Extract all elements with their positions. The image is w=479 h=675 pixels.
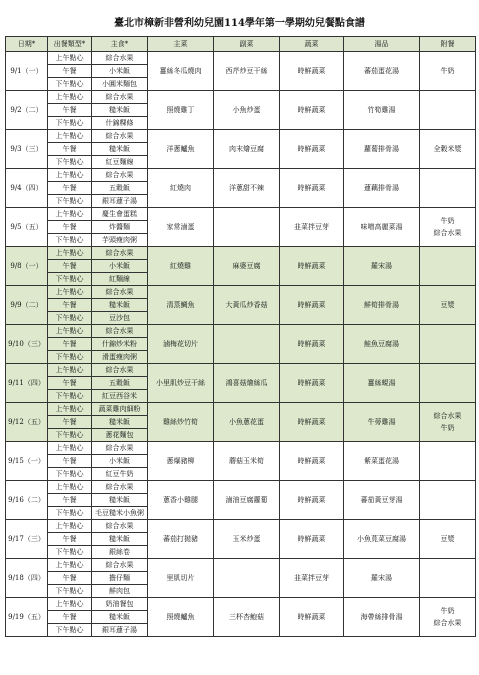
staple-cell: 滑蛋瘦肉粥 [92, 351, 148, 364]
side-cell [214, 208, 280, 247]
staple-cell: 綜合水果 [92, 325, 148, 338]
extra-item: 綜合水果 [433, 412, 462, 420]
staple-cell: 紅豆麵線 [92, 156, 148, 169]
table-row [6, 442, 476, 455]
staple-cell: 擔仔麵 [92, 572, 148, 585]
table-row [6, 364, 476, 377]
staple-cell: 什錦粿條 [92, 117, 148, 130]
date-cell: 9/8（一） [6, 247, 48, 286]
date-cell: 9/15（一） [6, 442, 48, 481]
veg-cell: 時鮮蔬菜 [280, 403, 344, 442]
table-row [6, 325, 476, 338]
veg-cell: 時鮮蔬菜 [280, 325, 344, 364]
staple-cell: 五穀飯 [92, 377, 148, 390]
side-cell: 大黃瓜炒香菇 [214, 286, 280, 325]
staple-cell: 紅豆牛奶 [92, 468, 148, 481]
staple-cell: 銀耳蓮子湯 [92, 195, 148, 208]
veg-cell: 韭菜拌豆芽 [280, 559, 344, 598]
staple-cell: 小米飯 [92, 65, 148, 78]
table-row [6, 559, 476, 572]
header-date: 日期* [6, 37, 48, 52]
soup-cell: 竹筍雞湯 [344, 91, 420, 130]
staple-cell: 慶生會蛋糕 [92, 208, 148, 221]
staple-cell: 小米飯 [92, 260, 148, 273]
meal-type-cell: 上午點心 [48, 91, 92, 104]
header-staple: 主食* [92, 37, 148, 52]
side-cell: 洋蔥甜不辣 [214, 169, 280, 208]
meal-type-cell: 上午點心 [48, 442, 92, 455]
extra-cell [420, 169, 476, 208]
extra-cell [420, 247, 476, 286]
staple-cell: 紅豆西谷米 [92, 390, 148, 403]
meal-type-cell: 下午點心 [48, 234, 92, 247]
staple-cell: 鮮肉包 [92, 585, 148, 598]
meal-type-cell: 午餐 [48, 533, 92, 546]
staple-cell: 小米飯 [92, 455, 148, 468]
meal-type-cell: 上午點心 [48, 208, 92, 221]
main-cell: 蔥香小雞腿 [148, 481, 214, 520]
soup-cell: 牛蒡雞湯 [344, 403, 420, 442]
meal-type-cell: 下午點心 [48, 507, 92, 520]
soup-cell: 蘿蔔排骨湯 [344, 130, 420, 169]
staple-cell: 綜合水果 [92, 559, 148, 572]
meal-type-cell: 下午點心 [48, 468, 92, 481]
meal-type-cell: 下午點心 [48, 117, 92, 130]
table-row [6, 247, 476, 260]
soup-cell: 蓮藕排骨湯 [344, 169, 420, 208]
header-vegetable: 蔬菜 [280, 37, 344, 52]
header-soup: 湯品 [344, 37, 420, 52]
meal-type-cell: 下午點心 [48, 156, 92, 169]
extra-item: 豆漿 [440, 535, 455, 543]
table-row [6, 403, 476, 416]
extra-cell [420, 325, 476, 364]
veg-cell: 時鮮蔬菜 [280, 481, 344, 520]
meal-type-cell: 下午點心 [48, 624, 92, 637]
staple-cell: 芋頭瘦肉粥 [92, 234, 148, 247]
staple-cell: 綜合水果 [92, 247, 148, 260]
staple-cell: 綜合水果 [92, 481, 148, 494]
staple-cell: 糙米飯 [92, 104, 148, 117]
date-cell: 9/19（五） [6, 598, 48, 637]
extra-cell [420, 442, 476, 481]
veg-cell: 時鮮蔬菜 [280, 286, 344, 325]
soup-cell: 羅宋湯 [344, 559, 420, 598]
soup-cell: 鮭魚豆腐湯 [344, 325, 420, 364]
table-row [6, 169, 476, 182]
header-row [6, 37, 476, 52]
date-cell: 9/17（三） [6, 520, 48, 559]
veg-cell: 時鮮蔬菜 [280, 247, 344, 286]
staple-cell: 綜合水果 [92, 52, 148, 65]
date-cell: 9/12（五） [6, 403, 48, 442]
side-cell: 麻婆豆腐 [214, 247, 280, 286]
staple-cell: 綜合水果 [92, 130, 148, 143]
staple-cell: 銀絲卷 [92, 546, 148, 559]
main-cell: 紅燒肉 [148, 169, 214, 208]
menu-body [6, 52, 476, 637]
meal-type-cell: 上午點心 [48, 364, 92, 377]
side-cell: 三杯杏鮑菇 [214, 598, 280, 637]
side-cell: 小魚炒蛋 [214, 91, 280, 130]
soup-cell: 小魚莧菜豆腐湯 [344, 520, 420, 559]
meal-type-cell: 午餐 [48, 494, 92, 507]
main-cell: 小里肌炒豆干絲 [148, 364, 214, 403]
side-cell: 玉米炒蛋 [214, 520, 280, 559]
menu-table [5, 36, 476, 637]
soup-cell: 蕃茄黃豆芽湯 [344, 481, 420, 520]
extra-item: 牛奶 [440, 607, 455, 615]
meal-type-cell: 下午點心 [48, 429, 92, 442]
table-row [6, 208, 476, 221]
veg-cell: 時鮮蔬菜 [280, 169, 344, 208]
staple-cell: 銀耳蓮子湯 [92, 624, 148, 637]
table-row [6, 52, 476, 65]
staple-cell: 糙米飯 [92, 533, 148, 546]
staple-cell: 奶油餐包 [92, 598, 148, 611]
soup-cell: 海帶絲排骨湯 [344, 598, 420, 637]
meal-type-cell: 午餐 [48, 65, 92, 78]
table-row [6, 598, 476, 611]
extra-cell [420, 364, 476, 403]
meal-type-cell: 午餐 [48, 104, 92, 117]
meal-type-cell: 午餐 [48, 338, 92, 351]
meal-type-cell: 午餐 [48, 143, 92, 156]
meal-type-cell: 上午點心 [48, 286, 92, 299]
staple-cell: 綜合水果 [92, 364, 148, 377]
table-row [6, 286, 476, 299]
meal-type-cell: 下午點心 [48, 585, 92, 598]
staple-cell: 蔬菜雞肉細粉 [92, 403, 148, 416]
meal-type-cell: 上午點心 [48, 598, 92, 611]
staple-cell: 糙米飯 [92, 416, 148, 429]
date-cell: 9/11（四） [6, 364, 48, 403]
meal-type-cell: 午餐 [48, 455, 92, 468]
side-cell: 小魚蔥花蛋 [214, 403, 280, 442]
main-cell: 家常滷蛋 [148, 208, 214, 247]
header-meal-type: 出餐類型* [48, 37, 92, 52]
meal-type-cell: 下午點心 [48, 273, 92, 286]
soup-cell: 味噌高麗菜湯 [344, 208, 420, 247]
extra-cell [420, 208, 476, 247]
extra-item: 綜合水果 [433, 619, 462, 627]
date-cell: 9/16（二） [6, 481, 48, 520]
soup-cell: 薑絲蜆湯 [344, 364, 420, 403]
main-cell: 照燒雞丁 [148, 91, 214, 130]
date-cell: 9/5（五） [6, 208, 48, 247]
meal-type-cell: 下午點心 [48, 195, 92, 208]
meal-type-cell: 下午點心 [48, 390, 92, 403]
meal-type-cell: 下午點心 [48, 351, 92, 364]
main-cell: 清蒸鯛魚 [148, 286, 214, 325]
veg-cell: 時鮮蔬菜 [280, 364, 344, 403]
side-cell [214, 559, 280, 598]
meal-type-cell: 下午點心 [48, 546, 92, 559]
meal-type-cell: 上午點心 [48, 169, 92, 182]
table-row [6, 520, 476, 533]
extra-item: 全穀米漿 [433, 145, 462, 153]
meal-type-cell: 下午點心 [48, 312, 92, 325]
meal-type-cell: 下午點心 [48, 78, 92, 91]
table-row [6, 130, 476, 143]
main-cell: 薑絲冬瓜燒肉 [148, 52, 214, 91]
extra-item: 豆漿 [440, 301, 455, 309]
staple-cell: 糙米飯 [92, 611, 148, 624]
date-cell: 9/9（二） [6, 286, 48, 325]
meal-type-cell: 午餐 [48, 221, 92, 234]
extra-item: 綜合水果 [433, 229, 462, 237]
date-cell: 9/10（三） [6, 325, 48, 364]
staple-cell: 什錦炒米粉 [92, 338, 148, 351]
veg-cell: 時鮮蔬菜 [280, 598, 344, 637]
side-cell: 鴻喜菇燴絲瓜 [214, 364, 280, 403]
staple-cell: 炸醬麵 [92, 221, 148, 234]
meal-type-cell: 上午點心 [48, 481, 92, 494]
staple-cell: 蔥花麵包 [92, 429, 148, 442]
meal-type-cell: 午餐 [48, 182, 92, 195]
extra-cell [420, 130, 476, 169]
extra-cell [420, 403, 476, 442]
staple-cell: 紅麵線 [92, 273, 148, 286]
extra-cell [420, 481, 476, 520]
veg-cell: 時鮮蔬菜 [280, 91, 344, 130]
meal-type-cell: 午餐 [48, 572, 92, 585]
meal-type-cell: 午餐 [48, 416, 92, 429]
meal-type-cell: 上午點心 [48, 247, 92, 260]
soup-cell: 蕃茄蛋花湯 [344, 52, 420, 91]
main-cell: 蔥爆豬柳 [148, 442, 214, 481]
main-cell: 滷梅花切片 [148, 325, 214, 364]
veg-cell: 時鮮蔬菜 [280, 442, 344, 481]
side-cell: 滷油豆腐蘿蔔 [214, 481, 280, 520]
veg-cell: 時鮮蔬菜 [280, 520, 344, 559]
side-cell [214, 325, 280, 364]
staple-cell: 小圓米麵包 [92, 78, 148, 91]
header-extra: 附餐 [420, 37, 476, 52]
staple-cell: 綜合水果 [92, 169, 148, 182]
staple-cell: 綜合水果 [92, 442, 148, 455]
date-cell: 9/18（四） [6, 559, 48, 598]
extra-item: 牛奶 [440, 217, 455, 225]
staple-cell: 豆沙包 [92, 312, 148, 325]
date-cell: 9/4（四） [6, 169, 48, 208]
main-cell: 照燒鱸魚 [148, 598, 214, 637]
meal-type-cell: 午餐 [48, 260, 92, 273]
side-cell: 肉末燴豆腐 [214, 130, 280, 169]
main-cell: 紅燒雞 [148, 247, 214, 286]
meal-type-cell: 上午點心 [48, 325, 92, 338]
main-cell: 雞絲炒竹筍 [148, 403, 214, 442]
staple-cell: 綜合水果 [92, 286, 148, 299]
meal-type-cell: 上午點心 [48, 559, 92, 572]
meal-type-cell: 上午點心 [48, 520, 92, 533]
meal-type-cell: 上午點心 [48, 52, 92, 65]
main-cell: 蕃茄打拋豬 [148, 520, 214, 559]
table-row [6, 481, 476, 494]
meal-type-cell: 午餐 [48, 299, 92, 312]
meal-type-cell: 午餐 [48, 377, 92, 390]
staple-cell: 糙米飯 [92, 494, 148, 507]
staple-cell: 糙米飯 [92, 143, 148, 156]
staple-cell: 五穀飯 [92, 182, 148, 195]
extra-item: 牛奶 [440, 67, 455, 75]
side-cell: 西芹炒豆干絲 [214, 52, 280, 91]
meal-type-cell: 上午點心 [48, 130, 92, 143]
extra-item: 牛奶 [440, 424, 455, 432]
staple-cell: 糙米飯 [92, 299, 148, 312]
veg-cell: 時鮮蔬菜 [280, 130, 344, 169]
meal-type-cell: 午餐 [48, 611, 92, 624]
extra-cell [420, 286, 476, 325]
staple-cell: 綜合水果 [92, 91, 148, 104]
soup-cell: 鮮筍排骨湯 [344, 286, 420, 325]
staple-cell: 毛豆糙米小魚粥 [92, 507, 148, 520]
main-cell: 洋蔥鱸魚 [148, 130, 214, 169]
header-side: 副菜 [214, 37, 280, 52]
date-cell: 9/2（二） [6, 91, 48, 130]
date-cell: 9/3（三） [6, 130, 48, 169]
meal-type-cell: 上午點心 [48, 403, 92, 416]
table-row [6, 91, 476, 104]
main-cell: 里肌切片 [148, 559, 214, 598]
staple-cell: 綜合水果 [92, 520, 148, 533]
header-main: 主菜 [148, 37, 214, 52]
soup-cell: 羅宋湯 [344, 247, 420, 286]
extra-cell [420, 559, 476, 598]
extra-cell [420, 520, 476, 559]
extra-cell [420, 598, 476, 637]
date-cell: 9/1（一） [6, 52, 48, 91]
extra-cell [420, 91, 476, 130]
veg-cell: 韭菜拌豆芽 [280, 208, 344, 247]
soup-cell: 紫菜蛋花湯 [344, 442, 420, 481]
side-cell: 蘑菇玉米筍 [214, 442, 280, 481]
extra-cell [420, 52, 476, 91]
veg-cell: 時鮮蔬菜 [280, 52, 344, 91]
page-title: 臺北市樟新非營利幼兒園114學年第一學期幼兒餐點食譜 [114, 18, 365, 29]
